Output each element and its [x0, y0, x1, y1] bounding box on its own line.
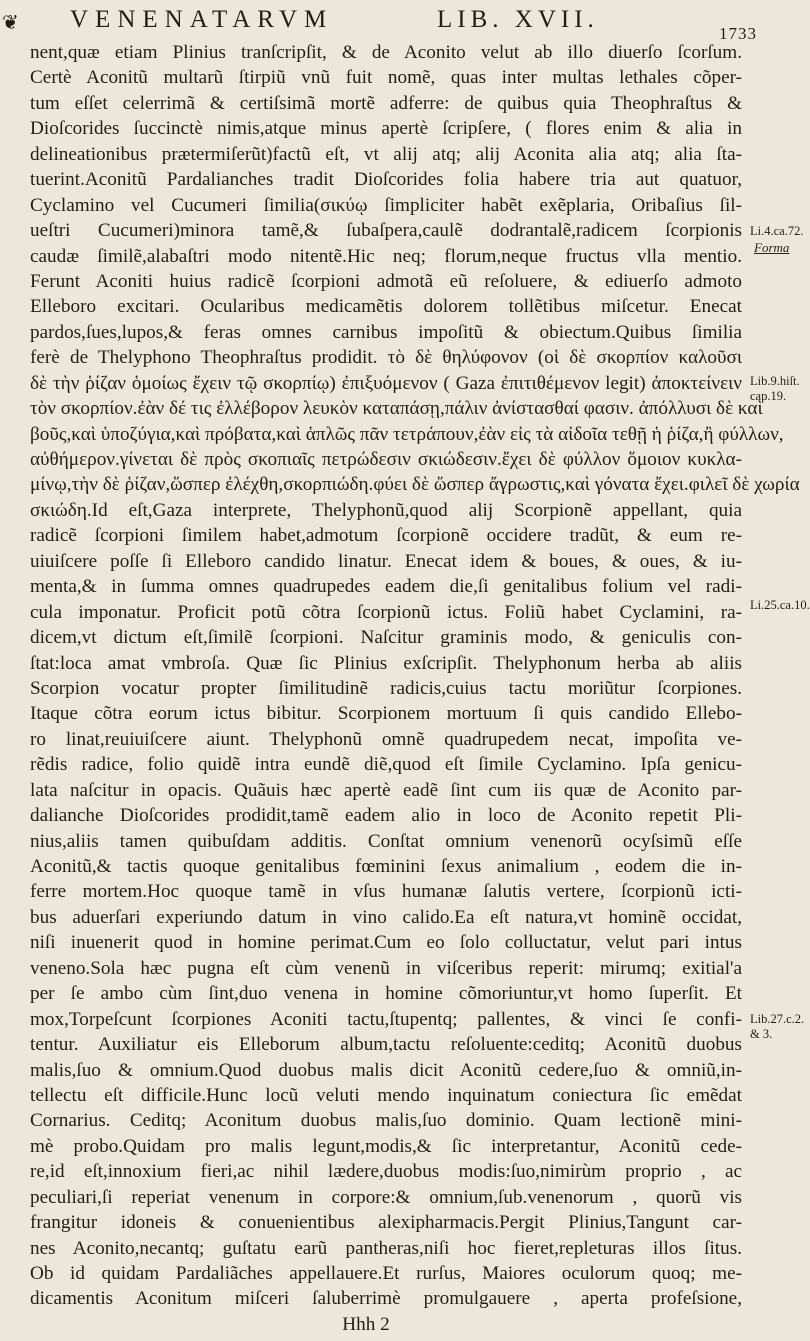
text-line: menta,& in ſumma omnes quadrupedes eadem die,ſi genitalibus folium vel radi- — [30, 576, 742, 598]
column-number: 1733 — [719, 24, 757, 43]
text-line: Elleboro excitari. Ocularibus medicamẽtis dolorem tollẽtibus miſcetur. Enecat — [30, 296, 742, 318]
text-line: radicẽ ſcorpioni ſimilem habet,admotum ſcorpionẽ occidere tradũt, & eum re- — [30, 525, 742, 547]
running-title: VENENATARVM — [70, 6, 334, 33]
margin-note-line: & 3. — [750, 1027, 773, 1041]
text-line: dicamentis Aconitum miſceri ſaluberrimè promulgauere , aperta profeſsione, — [30, 1288, 742, 1310]
text-line: re,id eſt,innoxium fieri,ac nihil lædere,duobus modis:ſuo,nimirùm proprio , ac — [30, 1161, 742, 1183]
book-number: LIB. XVII. — [437, 6, 599, 33]
text-line: τὸν σκορπίον.ἐὰν δέ τις ἐλλέβορον λευκὸν καταπάσῃ,πάλιν ἀνίστασθαί φασιν. ἀπόλλυσι δὲ καὶ — [30, 398, 763, 420]
margin-note-lib27 — [750, 1012, 805, 1042]
text-line: Scorpion vocatur propter ſimilitudinẽ radicis,cuius tactu moriũtur ſcorpiones. — [30, 677, 742, 699]
text-line: ueſtri Cucumeri)minora tamẽ,& ſubaſpera,caulẽ dodrantalẽ,radicem ſcorpionis — [30, 220, 742, 242]
text-line: Ferunt Aconiti huius radicẽ ſcorpioni admotã eũ reſoluere, & ediuerſo admoto — [30, 270, 742, 292]
text-line: bus aduerſari experiundo datum in vino calido.Ea eſt natura,vt hominẽ occidat, — [30, 906, 742, 928]
text-line: dalianche Dioſcorides prodidit,tamẽ eadem alio in loco de Aconito repetit Pli- — [30, 805, 742, 827]
text-line: uiuiſcere poſſe ſi Elleboro candido linatur. Enecat idem & boues, & oues, & iu- — [30, 550, 742, 572]
margin-note-forma: Forma — [754, 240, 790, 255]
text-line: tellectu eſt difficile.Hunc locũ veluti mendo inquinatum coniectura ſic emẽdat — [30, 1084, 742, 1106]
text-line: lata naſcitur in opacis. Quãuis hæc apertè eadẽ ſint cum iis quæ de Aconito par- — [30, 779, 742, 801]
text-line: αὐθήμερον.γίνεται δὲ πρὸς σκοπιαῖς πετρώδεσιν σκιώδεσιν.ἔχει δὲ φύλλον ὅμοιον κυκλα- — [30, 449, 742, 470]
page-header — [0, 4, 800, 44]
text-line: δὲ τὴν ῥίζαν ὁμοίως ἔχειν τῷ σκορπίῳ) ἐπιξυόμενον ( Gaza ἐπιτιθέμενον legit) ἀποκτείνειν — [30, 372, 742, 394]
margin-note-line: cap.19. — [750, 389, 787, 403]
text-line: Itaque cõtra eorum ictus bibitur. Scorpionem mortuum ſi quis candido Ellebo- — [30, 703, 742, 725]
text-line: tum eſſet celerrimã & certiſsimã mortẽ adferre: de quibus quia Theophraſtus & — [30, 92, 742, 114]
signature-mark: Hhh 2 — [342, 1313, 390, 1335]
text-line: peculiari,ſi reperiat venenum in corpore:& omnium,ſub.venenorum , quorũ vis — [30, 1186, 742, 1208]
text-line: nius,aliis tamen quibuſdam additis. Conſtat omnium venenorũ ocyſsimũ eſſe — [30, 830, 742, 852]
text-line: per ſe ambo cùm ſint,duo venena in homine cõmoriuntur,vt homo ſuperſit. Et — [30, 983, 742, 1005]
text-line: dicem,vt dictum eſt,ſimilẽ ſcorpioni. Naſcitur graminis modo, & geniculis con- — [30, 627, 742, 649]
text-line: βοῦς,καὶ ὑποζύγια,καὶ πρόβατα,καὶ ἁπλῶς πᾶν τετράπουν,ἐὰν εἰς τὰ αἰδοῖα τεθῇ ἡ ῥίζα,ἢ φύλλων, — [30, 423, 784, 445]
text-line: frangitur idoneis & conuenientibus alexipharmacis.Pergit Plinius,Tangunt car- — [30, 1212, 742, 1234]
text-line: Cornarius. Ceditq; Aconitum duobus malis,ſuo dominio. Quam lectionẽ mini- — [30, 1110, 742, 1132]
margin-note-li25: Li.25.ca.10. — [750, 598, 810, 612]
text-line: Cyclamino vel Cucumeri ſimilia(σικύῳ ſimpliciter habẽt exẽplaria, Oribaſius ſil- — [30, 194, 742, 216]
margin-note-line: Lib.9.hiſt. — [750, 374, 800, 388]
text-line: Certè Aconitũ multarũ ſtirpiũ vnũ fuit nomẽ, quas inter multas lethales cõper- — [30, 67, 742, 89]
text-line: ferè de Thelyphono Theophraſtus prodidit. τὸ δὲ θηλύφονον (οἱ δὲ σκορπίον καλοῦσι — [30, 347, 742, 369]
text-line: tuerint.Aconitũ Pardalianches tradit Dioſcorides folia habere tria aut quatuor, — [30, 169, 742, 191]
text-line: rẽdis radice, folio quidẽ intra eundẽ diẽ,quod eſt ſimile Cyclamino. Ipſa genicu- — [30, 754, 742, 776]
text-line: tentur. Auxiliatur eis Elleborum album,tactu reſoluente:ceditq; Aconitũ duobus — [30, 1034, 742, 1056]
margin-note-lib9 — [750, 374, 800, 404]
text-line: Ob id quidam Pardaliãches appellauere.Et rurſus, Maiores oculorum quoq; me- — [30, 1263, 742, 1284]
text-line: Dioſcorides ſuccinctè nimis,atque minus apertè ſcripſere, ( flores enim & alia in — [30, 118, 742, 140]
text-line: ro linat,reuiuiſcere aiunt. Thelyphonũ omnẽ quadrupedem necat, impoſita ve- — [30, 728, 742, 750]
margin-note-li4: Li.4.ca.72. — [750, 224, 804, 238]
text-line: nes Aconito,necantq; guſtatu earũ pantheras,niſi hoc fieret,repleturas illos ſitus. — [30, 1237, 742, 1259]
text-line: pardos,ſues,lupos,& feras omnes carnibus impoſitũ & obiectum.Quibus ſimilia — [30, 321, 742, 343]
text-line: μίνῳ,τὴν δὲ ῥίζαν,ὥσπερ ἐλέχθη,σκορπιώδη.φύει δὲ ὥσπερ ἄγρωστις,καὶ γόνατα ἔχει.φιλεῖ δὲ χωρία — [30, 474, 800, 496]
text-line: niſi inuenerit quod in homine perimat.Cum eo ſolo colluctatur, velut pari intus — [30, 932, 742, 954]
text-line: ſtat:loca amat vmbroſa. Quæ ſic Plinius exſcripſit. Thelyphonum herba ab aliis — [30, 652, 742, 674]
text-line: mox,Torpeſcunt ſcorpiones Aconiti tactu,ſtupentq; pallentes, & vinci ſe confi- — [30, 1008, 742, 1030]
margin-note-line: Lib.27.c.2. — [750, 1012, 805, 1026]
text-line: ferre mortem.Hoc quoque tamẽ in vſus humanæ ſalutis vertere, ſcorpionũ icti- — [30, 881, 742, 903]
text-line: delineationibus prætermiſerũt)factũ eſt, vt alij atq; alij Aconita alia atq; alia ſta- — [30, 143, 742, 165]
text-line: σκιώδη.Id eſt,Gaza interprete, Thelyphonũ,quod alij Scorpionẽ appellant, quia — [30, 499, 742, 521]
text-line: malis,ſuo & omnium.Quod duobus malis dicit Aconitũ cedere,ſuo & omniũ,in- — [30, 1059, 742, 1081]
text-line: veneno.Sola hæc pugna eſt cùm venenũ in viſceribus reperit: mirumq; exitial'a — [30, 957, 742, 979]
text-line: cula imponatur. Proficit potũ cõtra ſcorpionũ ictus. Foliũ habet Cyclamini, ra- — [30, 601, 742, 623]
text-line: caudæ ſimilẽ,alabaſtri modo nitentẽ.Hic neq; florum,neque fructus vlla mentio. — [30, 245, 742, 267]
ornament-mark: ❦ — [2, 12, 19, 34]
text-line: mè probo.Quidam pro malis legunt,modis,& ſic interpretantur, Aconitũ cede- — [30, 1135, 742, 1157]
text-line: Aconitũ,& tactis quoque genitalibus fœminini ſexus animalium , eodem die in- — [30, 856, 742, 877]
text-line: nent,quæ etiam Plinius tranſcripſit, & de Aconito velut ab illo diuerſo ſcorſum. — [30, 42, 742, 63]
